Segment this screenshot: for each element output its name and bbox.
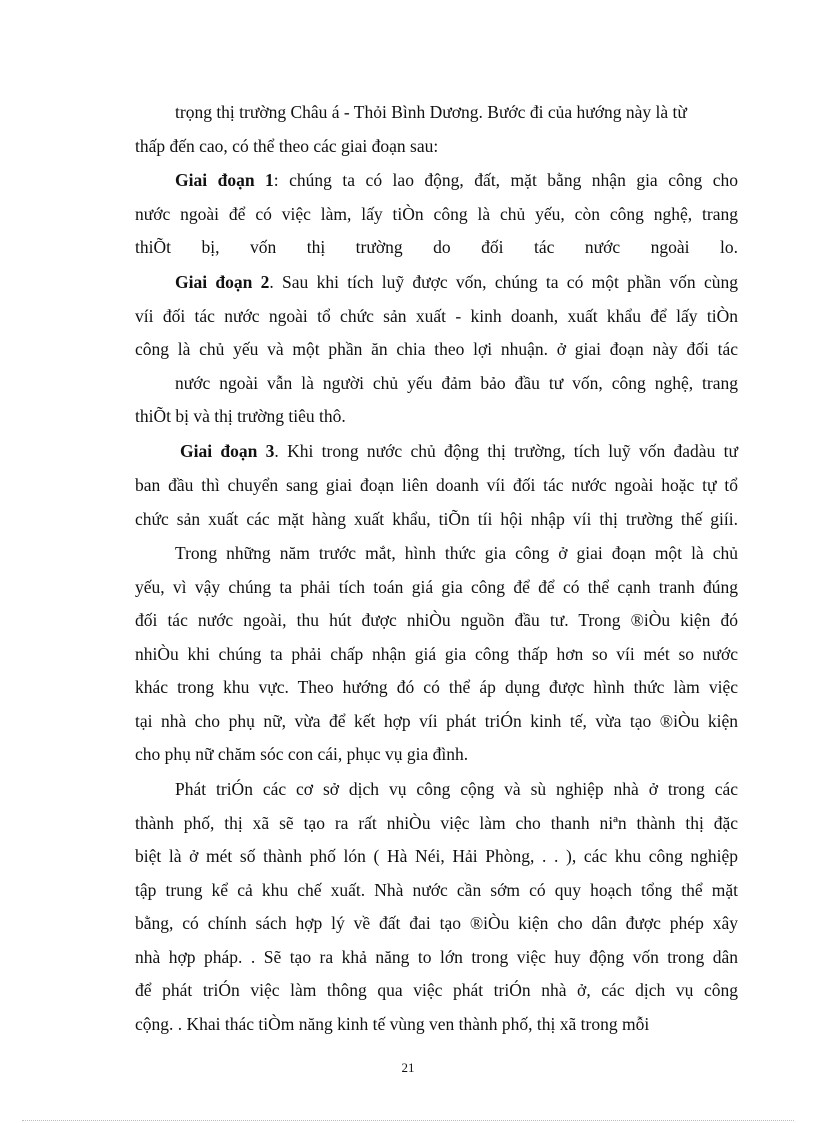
text-line: tại nhà cho phụ nữ, vừa để kết hợp víi phát triÓn kinh tế, vừa tạo ®iÒu kiện (135, 711, 738, 731)
text-line: thiÕt bị, vốn thị trường do đối tác nước ngoài lo. (135, 237, 738, 257)
text-line: Giai đoạn 3. Khi trong nước chủ động thị trường, tích luỹ vốn đadàu tư (180, 441, 738, 461)
text-line: ban đầu thì chuyển sang giai đoạn liên doanh víi đối tác nước ngoài hoặc tự tổ (135, 475, 738, 495)
text-line: cộng. . Khai thác tiÒm năng kinh tế vùng ven thành phố, thị xã trong mỗi (135, 1014, 650, 1034)
text-line: nhiÒu khi chúng ta phải chấp nhận giá gia công thấp hơn so víi mét so nước (135, 644, 738, 664)
text-line: thành phố, thị xã sẽ tạo ra rất nhiÒu việc làm cho thanh niªn thành thị đặc (135, 813, 738, 833)
text-line: thiÕt bị và thị trường tiêu thô. (135, 406, 346, 426)
text-line: Giai đoạn 2. Sau khi tích luỹ được vốn, chúng ta có một phần vốn cùng (175, 272, 738, 292)
text-line: biệt là ở mét số thành phố lón ( Hà Néi, Hải Phòng, . . ), các khu công nghiệp (135, 846, 738, 866)
text-line: nước ngoài để có việc làm, lấy tiÒn công là chủ yếu, còn công nghệ, trang (135, 204, 738, 224)
text-line: khác trong khu vực. Theo hướng đó có thể áp dụng được hình thức làm việc (135, 677, 738, 697)
stage-heading: Giai đoạn 2 (175, 272, 270, 292)
text-line: thấp đến cao, có thể theo các giai đoạn sau: (135, 136, 439, 156)
text-line: Phát triÓn các cơ sở dịch vụ công cộng và sù nghiệp nhà ở trong các (175, 779, 738, 799)
text-line: cho phụ nữ chăm sóc con cái, phục vụ gia đình. (135, 744, 469, 764)
text-line: để phát triÓn việc làm thông qua việc phát triÓn nhà ở, các dịch vụ công (135, 980, 738, 1000)
text-line: Giai đoạn 1: chúng ta có lao động, đất, mặt bằng nhận gia công cho (175, 170, 738, 190)
text-line: chức sản xuất các mặt hàng xuất khẩu, tiÕn tíi hội nhập víi thị trường thế giíi. (135, 509, 738, 529)
text-line: víi đối tác nước ngoài tổ chức sản xuất - kinh doanh, xuất khẩu để lấy tiÒn (135, 306, 738, 326)
text-line: Trong những năm trước mắt, hình thức gia công ở giai đoạn một là chủ (175, 543, 738, 563)
text-line: đối tác nước ngoài, thu hút được nhiÒu nguồn đầu tư. Trong ®iÒu kiện đó (135, 610, 738, 630)
page-bottom-divider (22, 1120, 794, 1121)
stage-heading: Giai đoạn 1 (175, 170, 274, 190)
text-line: yếu, vì vậy chúng ta phải tích toán giá gia công để để có thể cạnh tranh đúng (135, 577, 738, 597)
text-line: trọng thị trường Châu á - Thỏi Bình Dương. Bước đi của hướng này là từ (175, 102, 687, 122)
text-line: tập trung kể cả khu chế xuất. Nhà nước cần sớm có quy hoạch tổng thể mặt (135, 880, 738, 900)
text-line: nước ngoài vẫn là người chủ yếu đảm bảo đầu tư vốn, công nghệ, trang (175, 373, 738, 393)
stage-heading: Giai đoạn 3 (180, 441, 275, 461)
text-line: bằng, có chính sách hợp lý về đất đai tạo ®iÒu kiện cho dân được phép xây (135, 913, 738, 933)
text-line: nhà hợp pháp. . Sẽ tạo ra khả năng to lớn trong việc huy động vốn trong dân (135, 947, 738, 967)
text-line: công là chủ yếu và một phần ăn chia theo lợi nhuận. ở giai đoạn này đối tác (135, 339, 738, 359)
page-number: 21 (401, 1060, 415, 1075)
